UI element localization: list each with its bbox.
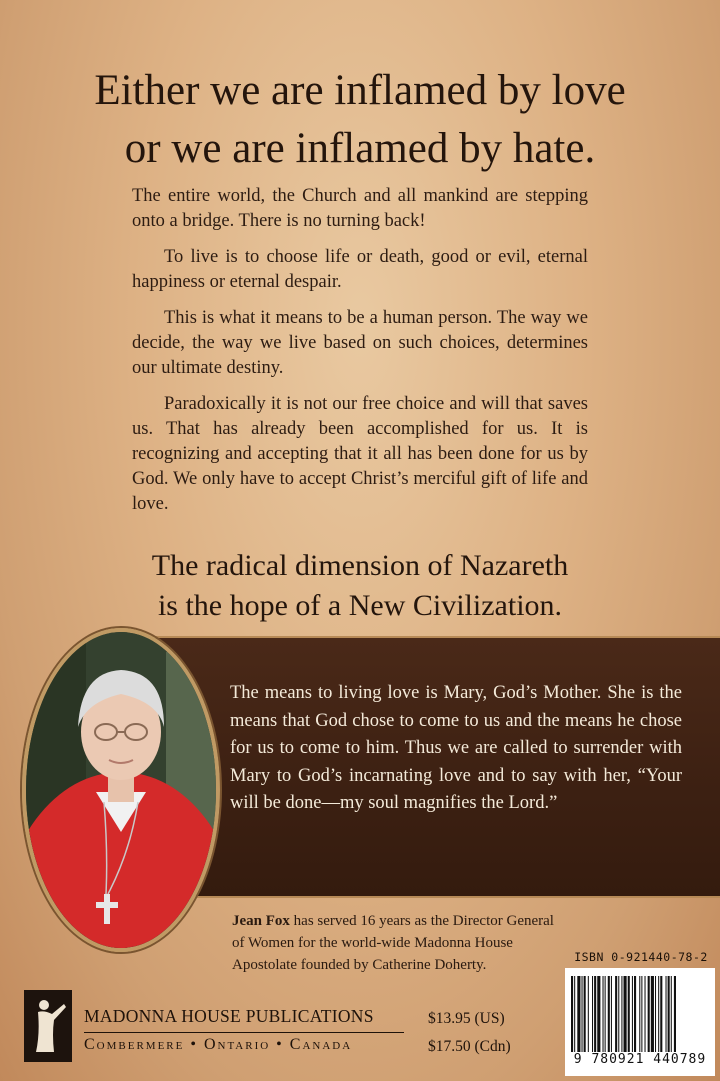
barcode-bars-icon: [571, 976, 709, 1052]
price-us: $13.95 (US): [428, 1010, 505, 1027]
body-paragraph-4: Paradoxically it is not our free choice and will that saves us. That has already been accomplished for us. It is recognizing and accepting that it all has been done for us by God. We only have to accept Christ’s merciful gift of life and love.: [132, 394, 588, 514]
body-text: [132, 184, 588, 528]
barcode: [565, 968, 715, 1076]
body-paragraph-2: To live is to choose life or death, good or evil, eternal happiness or eternal despair.: [132, 247, 588, 292]
madonna-figure-icon: [24, 990, 72, 1062]
subhead-line-1: The radical dimension of Nazareth: [151, 549, 569, 582]
author-bio: [232, 910, 562, 976]
body-paragraph-3: This is what it means to be a human person. The way we decide, the way we live based on such choices, determines our ultimate destiny.: [132, 308, 588, 378]
publisher-location: Combermere • Ontario • Canada: [84, 1036, 353, 1053]
band-quote-text: The means to living love is Mary, God’s Mother. She is the means that God chose to come to us and the means he chose for us to come to him. Thus we are called to surrender with Mary to God’s incarnating love and to say with her, “Your will be done—my soul magnifies the Lord.”: [230, 683, 682, 813]
author-name: Jean Fox: [232, 913, 290, 929]
publisher-logo: [24, 990, 72, 1062]
author-bio-text: has served 16 years as the Director General of Women for the world-wide Madonna House Apostolate founded by Catherine Doherty.: [232, 913, 554, 973]
subhead-line-2: is the hope of a New Civilization.: [157, 589, 563, 622]
headline: [40, 62, 680, 178]
author-portrait: [22, 628, 220, 952]
barcode-digits: 9 780921 440789: [573, 1052, 707, 1067]
isbn-label: ISBN 0-921440-78-2: [574, 950, 708, 964]
publisher-name: MADONNA HOUSE PUBLICATIONS: [84, 1006, 404, 1033]
price-cdn: $17.50 (Cdn): [428, 1038, 511, 1055]
author-photo-icon: [26, 632, 216, 948]
subhead: [60, 546, 660, 626]
headline-line-1: Either we are inflamed by love: [94, 67, 626, 114]
headline-line-2: or we are inflamed by hate.: [124, 125, 596, 172]
body-paragraph-1: The entire world, the Church and all mankind are stepping onto a bridge. There is no turning back!: [132, 186, 588, 231]
